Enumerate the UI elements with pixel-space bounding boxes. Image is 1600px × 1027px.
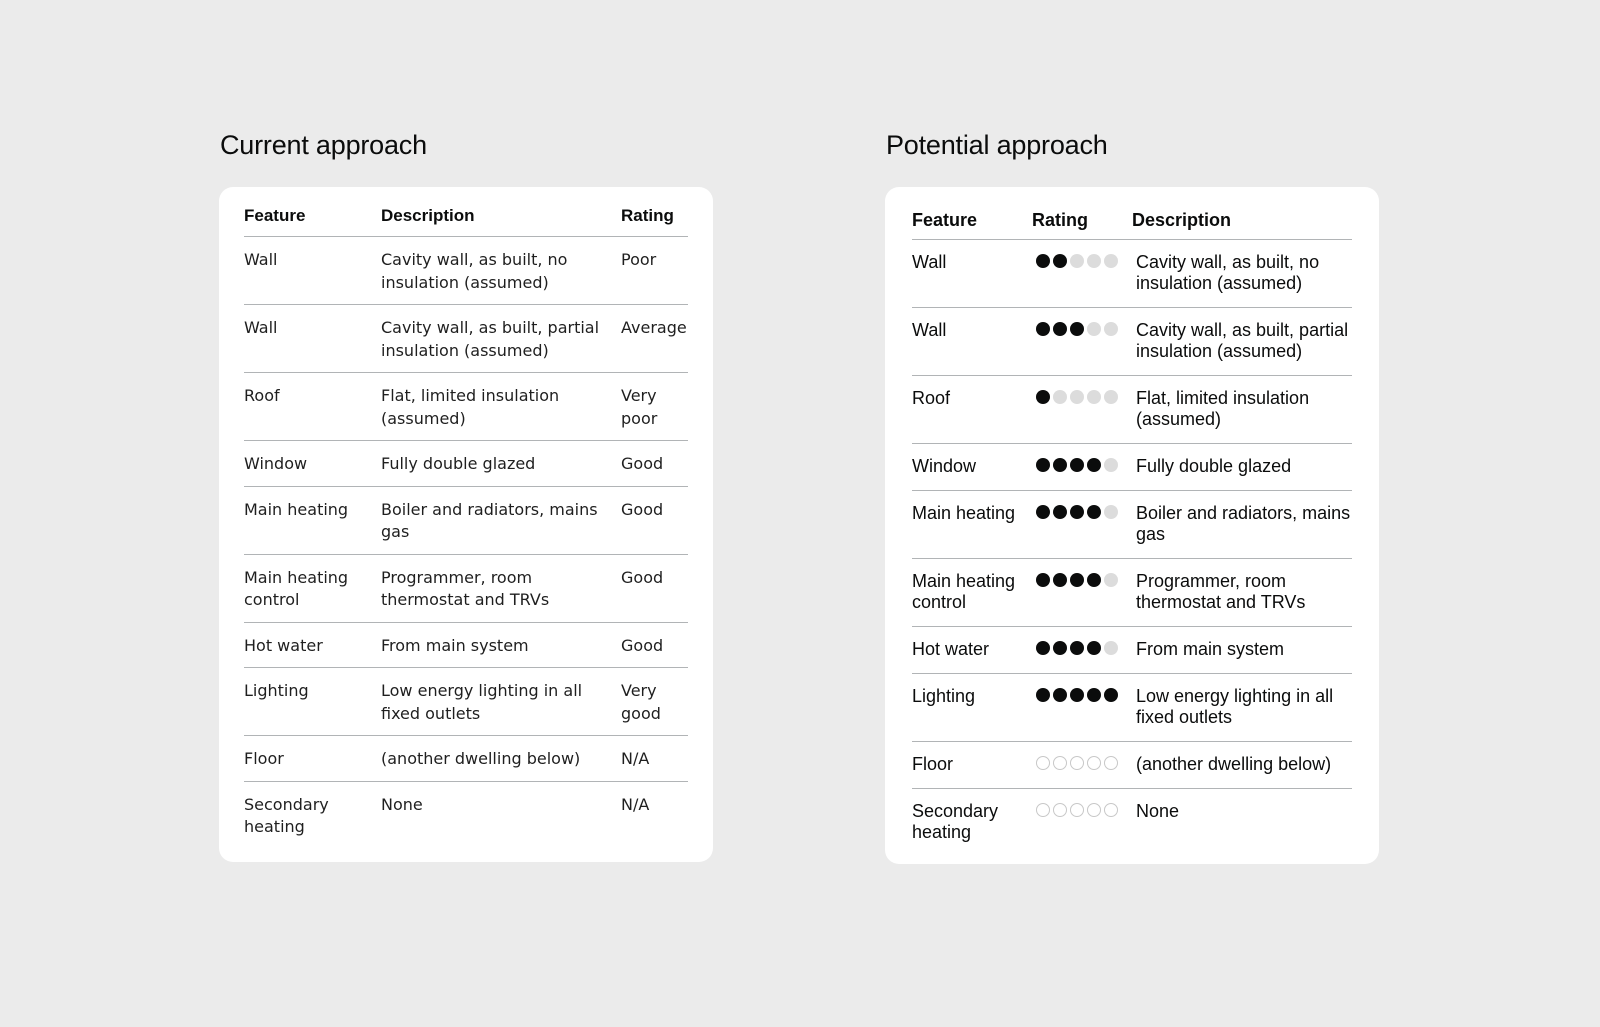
cell-feature: Secondary heating	[912, 801, 999, 842]
rating-dot-empty	[1087, 254, 1101, 268]
cell-description: Flat, limited insulation (assumed)	[1132, 376, 1352, 444]
rating-dot-filled	[1070, 458, 1084, 472]
rating-dot-empty	[1087, 390, 1101, 404]
cell-description: Low energy lighting in all fixed outlets	[1132, 674, 1352, 742]
rating-dot-unrated	[1036, 756, 1050, 770]
rating-dot-unrated	[1087, 803, 1101, 817]
cell-description: Programmer, room thermostat and TRVs	[381, 554, 621, 622]
rating-dot-filled	[1036, 505, 1050, 519]
table-header-row	[244, 206, 688, 237]
cell-rating	[1032, 376, 1132, 444]
rating-dot-filled	[1036, 688, 1050, 702]
rating-dot-empty	[1070, 390, 1084, 404]
cell-feature: Hot water	[244, 622, 381, 668]
cell-rating	[1032, 559, 1132, 627]
cell-rating	[1032, 444, 1132, 491]
cell-feature: Main heating	[244, 486, 381, 554]
cell-feature: Wall	[912, 240, 1032, 308]
rating-dots	[1032, 503, 1132, 519]
rating-dot-empty	[1053, 390, 1067, 404]
rating-dot-filled	[1036, 254, 1050, 268]
cell-feature: Roof	[244, 373, 381, 441]
rating-dot-filled	[1087, 573, 1101, 587]
rating-dots	[1032, 754, 1132, 770]
cell-feature: Floor	[244, 736, 381, 782]
rating-dot-filled	[1087, 505, 1101, 519]
rating-dot-unrated	[1053, 756, 1067, 770]
cell-description: Boiler and radiators, mains gas	[1132, 491, 1352, 559]
table-row	[912, 789, 1352, 857]
cell-description: Flat, limited insulation (assumed)	[381, 373, 621, 441]
cell-feature: Floor	[912, 742, 1032, 789]
rating-dot-empty	[1070, 254, 1084, 268]
table-row	[244, 237, 688, 305]
cell-feature: Wall	[244, 237, 381, 305]
cell-description: Low energy lighting in all fixed outlets	[381, 668, 621, 736]
cell-feature: Main heating control	[244, 554, 381, 622]
rating-dot-empty	[1104, 458, 1118, 472]
table-row	[912, 240, 1352, 308]
cell-rating	[1032, 308, 1132, 376]
table-row	[912, 308, 1352, 376]
cell-feature: Wall	[244, 305, 381, 373]
cell-rating	[1032, 491, 1132, 559]
table-row	[244, 305, 688, 373]
rating-dot-filled	[1036, 458, 1050, 472]
table-header-row	[912, 210, 1352, 240]
cell-rating: Average	[621, 305, 688, 373]
rating-dot-unrated	[1070, 756, 1084, 770]
rating-dots	[1032, 686, 1132, 702]
cell-feature: Hot water	[912, 627, 1032, 674]
rating-dots	[1032, 252, 1132, 268]
table-row	[912, 376, 1352, 444]
table-row	[244, 373, 688, 441]
rating-dot-empty	[1104, 641, 1118, 655]
cell-description: Cavity wall, as built, partial insulation (assumed)	[381, 305, 621, 373]
rating-dot-filled	[1053, 641, 1067, 655]
rating-dots	[1032, 388, 1132, 404]
rating-dot-filled	[1053, 322, 1067, 336]
cell-rating: Very good	[621, 668, 688, 736]
current-approach-table	[244, 206, 688, 849]
cell-description: Fully double glazed	[381, 441, 621, 487]
cell-rating: Good	[621, 441, 688, 487]
cell-description: Cavity wall, as built, partial insulation (assumed)	[1132, 308, 1352, 376]
table-row	[244, 736, 688, 782]
rating-dot-empty	[1104, 505, 1118, 519]
cell-rating	[1032, 742, 1132, 789]
cell-rating: Good	[621, 622, 688, 668]
rating-dot-unrated	[1070, 803, 1084, 817]
table-row	[244, 486, 688, 554]
cell-rating: Good	[621, 554, 688, 622]
cell-feature: Lighting	[244, 668, 381, 736]
rating-dot-empty	[1104, 390, 1118, 404]
table-row	[912, 559, 1352, 627]
rating-dot-filled	[1070, 641, 1084, 655]
rating-dots	[1032, 456, 1132, 472]
header-description: Description	[381, 206, 621, 237]
rating-dot-unrated	[1104, 803, 1118, 817]
cell-feature: Wall	[912, 308, 1032, 376]
rating-dot-filled	[1036, 390, 1050, 404]
current-approach-title: Current approach	[220, 130, 427, 160]
rating-dot-filled	[1087, 641, 1101, 655]
cell-feature: Main heating	[912, 491, 1032, 559]
header-description: Description	[1132, 210, 1352, 240]
cell-description: Cavity wall, as built, no insulation (assumed)	[1132, 240, 1352, 308]
table-row	[244, 781, 688, 849]
table-row	[244, 441, 688, 487]
cell-rating: Poor	[621, 237, 688, 305]
current-approach-panel	[219, 130, 713, 862]
rating-dot-filled	[1053, 458, 1067, 472]
rating-dot-filled	[1053, 254, 1067, 268]
table-row	[912, 742, 1352, 789]
potential-approach-card	[885, 187, 1379, 864]
cell-rating: Very poor	[621, 373, 688, 441]
rating-dot-filled	[1053, 505, 1067, 519]
table-row	[244, 554, 688, 622]
cell-rating	[1032, 674, 1132, 742]
rating-dot-filled	[1036, 641, 1050, 655]
rating-dot-empty	[1104, 573, 1118, 587]
table-row	[912, 627, 1352, 674]
rating-dot-filled	[1087, 688, 1101, 702]
header-feature: Feature	[244, 206, 381, 237]
header-rating: Rating	[621, 206, 688, 237]
cell-description: Cavity wall, as built, no insulation (assumed)	[381, 237, 621, 305]
cell-description: Boiler and radiators, mains gas	[381, 486, 621, 554]
cell-rating	[1032, 627, 1132, 674]
cell-description: Programmer, room thermostat and TRVs	[1132, 559, 1352, 627]
rating-dot-filled	[1104, 688, 1118, 702]
table-row	[912, 444, 1352, 491]
rating-dots	[1032, 639, 1132, 655]
rating-dot-empty	[1087, 322, 1101, 336]
cell-rating	[1032, 789, 1132, 857]
table-row	[912, 491, 1352, 559]
cell-feature: Secondary heating	[244, 794, 329, 836]
potential-approach-title: Potential approach	[886, 130, 1108, 160]
rating-dot-filled	[1053, 573, 1067, 587]
rating-dot-unrated	[1087, 756, 1101, 770]
rating-dot-filled	[1070, 573, 1084, 587]
cell-description: From main system	[1132, 627, 1352, 674]
rating-dot-filled	[1070, 322, 1084, 336]
cell-description: (another dwelling below)	[381, 736, 621, 782]
rating-dot-filled	[1036, 573, 1050, 587]
cell-feature: Window	[912, 444, 1032, 491]
rating-dot-filled	[1036, 322, 1050, 336]
cell-feature: Roof	[912, 376, 1032, 444]
rating-dots	[1032, 320, 1132, 336]
header-rating: Rating	[1032, 210, 1132, 240]
rating-dot-filled	[1053, 688, 1067, 702]
table-row	[912, 674, 1352, 742]
cell-rating: N/A	[621, 736, 688, 782]
cell-description: None	[1136, 801, 1180, 821]
rating-dot-unrated	[1104, 756, 1118, 770]
header-feature: Feature	[912, 210, 1032, 240]
table-row	[244, 668, 688, 736]
rating-dots	[1032, 801, 1132, 817]
cell-feature: Main heating control	[912, 559, 1032, 627]
cell-feature: Lighting	[912, 674, 1032, 742]
rating-dot-empty	[1104, 322, 1118, 336]
table-row	[244, 622, 688, 668]
cell-rating: N/A	[621, 794, 650, 814]
rating-dot-unrated	[1053, 803, 1067, 817]
cell-description: None	[381, 794, 423, 814]
cell-description: From main system	[381, 622, 621, 668]
rating-dot-filled	[1070, 505, 1084, 519]
rating-dots	[1032, 571, 1132, 587]
current-approach-card	[219, 187, 713, 862]
rating-dot-empty	[1104, 254, 1118, 268]
potential-approach-panel	[885, 130, 1379, 864]
cell-rating: Good	[621, 486, 688, 554]
rating-dot-unrated	[1036, 803, 1050, 817]
potential-approach-table	[912, 210, 1352, 856]
cell-description: Fully double glazed	[1132, 444, 1352, 491]
cell-description: (another dwelling below)	[1132, 742, 1352, 789]
rating-dot-filled	[1087, 458, 1101, 472]
cell-feature: Window	[244, 441, 381, 487]
rating-dot-filled	[1070, 688, 1084, 702]
cell-rating	[1032, 240, 1132, 308]
